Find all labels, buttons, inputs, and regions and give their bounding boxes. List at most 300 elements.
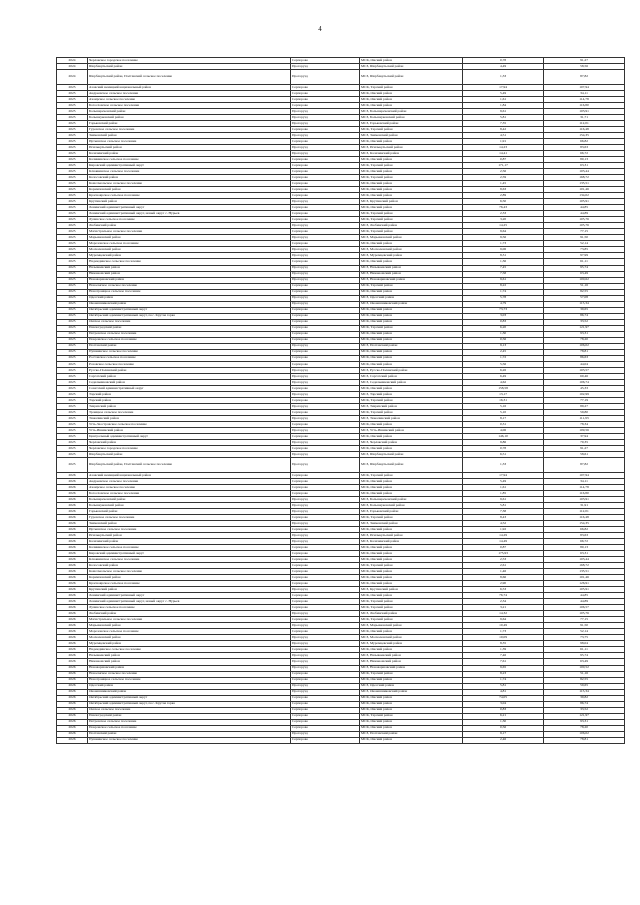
zone-cell: Прогорузд [291, 223, 360, 229]
year-cell: 2025 [57, 139, 88, 145]
value1-cell: 5,49 [463, 91, 544, 97]
zone-cell: Серпорово [291, 599, 360, 605]
municipality-cell: МСЗ, Москаленский район [360, 635, 463, 641]
territory-cell: Знаменский район [88, 133, 291, 139]
value2-cell: 106,74 [544, 379, 625, 385]
territory-cell: Калачинский район [88, 539, 291, 545]
territory-cell: Покровское сельское поселение [88, 337, 291, 343]
territory-cell: Черлакский район [88, 439, 291, 445]
value2-cell: 93,31 [544, 719, 625, 725]
value2-cell: 78,34 [544, 421, 625, 427]
year-cell: 2026 [57, 509, 88, 515]
value2-cell: 39,82 [544, 695, 625, 701]
year-cell: 2025 [57, 223, 88, 229]
municipality-cell: МСЗ, Муромцевский район [360, 253, 463, 259]
territory-cell: Богословское сельское поселение [88, 491, 291, 497]
municipality-cell: МСК, Омский район [360, 181, 463, 187]
zone-cell: Серпорово [291, 241, 360, 247]
zone-cell: Серпорово [291, 719, 360, 725]
value1-cell: 8,43 [463, 515, 544, 521]
value2-cell: 100,52 [544, 665, 625, 671]
year-cell: 2025 [57, 343, 88, 349]
municipality-cell: МСК, Тарский район [360, 163, 463, 169]
value2-cell: 82,55 [544, 677, 625, 683]
year-cell: 2026 [57, 647, 88, 653]
municipality-cell: МСЗ, Нижнеомский район [360, 271, 463, 277]
municipality-cell: МСК, Омский район [360, 259, 463, 265]
territory-cell: Лузинское сельское поселение [88, 605, 291, 611]
zone-cell: Серпорово [291, 527, 360, 533]
year-cell: 2025 [57, 169, 88, 175]
value1-cell: 4,06 [463, 427, 544, 433]
municipality-cell: МСЗ, Шербакульский район [360, 458, 463, 473]
year-cell: 2025 [57, 229, 88, 235]
territory-cell: Тюкалинский район [88, 415, 291, 421]
territory-cell: Троицкое сельское поселение [88, 409, 291, 415]
year-cell: 2025 [57, 97, 88, 103]
municipality-cell: МСК, Омский район [360, 445, 463, 451]
year-cell: 2026 [57, 479, 88, 485]
value2-cell: 45,33 [544, 385, 625, 391]
municipality-cell: МСК, Тарский район [360, 409, 463, 415]
municipality-cell: МСЗ, Седельниковский район [360, 379, 463, 385]
zone-cell: Прогорузд [291, 427, 360, 433]
municipality-cell: МСЗ, Тюкалинский район [360, 415, 463, 421]
value1-cell: 2,46 [463, 737, 544, 743]
territory-cell: Горьковский район [88, 121, 291, 127]
territory-cell: Клюквинское сельское поселение [88, 557, 291, 563]
zone-cell: Прогорузд [291, 533, 360, 539]
value2-cell: 59,80 [544, 409, 625, 415]
year-cell: 2026 [57, 473, 88, 479]
municipality-cell: МСК, Омский район [360, 485, 463, 491]
zone-cell: Серпорово [291, 479, 360, 485]
municipality-cell: МСК, Омский район [360, 569, 463, 575]
zone-cell: Прогорузд [291, 70, 360, 85]
value1-cell: 14,23 [463, 145, 544, 151]
year-cell: 2026 [57, 695, 88, 701]
municipality-cell: МСК, Тарский район [360, 325, 463, 331]
value1-cell: 171,17 [463, 163, 544, 169]
municipality-cell: МСК, Омский район [360, 725, 463, 731]
value1-cell: 1,73 [463, 241, 544, 247]
year-cell: 2026 [57, 689, 88, 695]
municipality-cell: МСК, Омский район [360, 205, 463, 211]
territory-cell: Калининское сельское поселение [88, 545, 291, 551]
value1-cell: 74,05 [463, 695, 544, 701]
territory-cell: Муромцевский район [88, 641, 291, 647]
municipality-cell: МСК, Тарский район [360, 671, 463, 677]
value2-cell: 91,27 [544, 445, 625, 451]
value1-cell: 175,93 [463, 551, 544, 557]
municipality-cell: МСК, Тарский район [360, 617, 463, 623]
year-cell: 2025 [57, 151, 88, 157]
zone-cell: Серпорово [291, 103, 360, 109]
value2-cell: 168,72 [544, 175, 625, 181]
territory-cell: Лузинское сельское поселение [88, 217, 291, 223]
zone-cell: Серпорово [291, 127, 360, 133]
municipality-cell: МСК, Омский район [360, 91, 463, 97]
zone-cell: Серпорово [291, 725, 360, 731]
value1-cell: 0,56 [463, 725, 544, 731]
territory-cell: Большеуковский район [88, 503, 291, 509]
value1-cell: 1,61 [463, 485, 544, 491]
value1-cell: 2,59 [463, 175, 544, 181]
municipality-cell: МСЗ, Крутинский район [360, 199, 463, 205]
value1-cell: 5,78 [463, 295, 544, 301]
value1-cell: 2,89 [463, 193, 544, 199]
territory-cell: Андреевское сельское поселение [88, 479, 291, 485]
value1-cell: 2,56 [463, 169, 544, 175]
value1-cell: 8,66 [463, 575, 544, 581]
territory-cell: Саргатский район [88, 373, 291, 379]
municipality-cell: МСК, Омский район [360, 289, 463, 295]
value1-cell: 0,78 [463, 445, 544, 451]
zone-cell: Серпорово [291, 671, 360, 677]
value1-cell: 6,51 [463, 451, 544, 457]
value1-cell: 8,63 [463, 187, 544, 193]
municipality-cell: МСЗ, Полтавский район [360, 343, 463, 349]
value1-cell: 1,74 [463, 289, 544, 295]
year-cell: 2025 [57, 265, 88, 271]
territory-cell: Азовский немецкий национальный район [88, 473, 291, 479]
zone-cell: Серпорово [291, 629, 360, 635]
year-cell: 2025 [57, 439, 88, 445]
value1-cell: 14,25 [463, 223, 544, 229]
value2-cell: 44,85 [544, 205, 625, 211]
year-cell: 2025 [57, 361, 88, 367]
year-cell: 2025 [57, 253, 88, 259]
value2-cell: 63,49 [544, 659, 625, 665]
territory-cell: Петровское сельское поселение [88, 719, 291, 725]
value2-cell: 135,51 [544, 181, 625, 187]
municipality-cell: МСЗ, Большереченский район [360, 109, 463, 115]
value1-cell: 9,64 [463, 617, 544, 623]
year-cell: 2025 [57, 109, 88, 115]
municipality-cell: МСК, Омский район [360, 103, 463, 109]
territory-cell: Тарский район [88, 397, 291, 403]
value1-cell: 9,06 [463, 247, 544, 253]
value1-cell: 1,33 [463, 458, 544, 473]
zone-cell: Серпорово [291, 473, 360, 479]
value2-cell: 87,82 [544, 458, 625, 473]
value2-cell: 58,61 [544, 451, 625, 457]
table-row [57, 458, 625, 473]
zone-cell: Прогорузд [291, 659, 360, 665]
table-row [57, 737, 625, 743]
value2-cell: 66,72 [544, 151, 625, 157]
year-cell: 2025 [57, 127, 88, 133]
value2-cell: 107,94 [544, 85, 625, 91]
value2-cell: 78,81 [544, 349, 625, 355]
value1-cell: 3,21 [463, 605, 544, 611]
value1-cell: 16,31 [463, 397, 544, 403]
territory-cell: Любинский район [88, 611, 291, 617]
municipality-cell: МСК, Омский район [360, 139, 463, 145]
year-cell: 2026 [57, 659, 88, 665]
zone-cell: Серпорово [291, 707, 360, 713]
year-cell: 2026 [57, 641, 88, 647]
year-cell: 2026 [57, 593, 88, 599]
value2-cell: 103,57 [544, 367, 625, 373]
value1-cell: 8,31 [463, 253, 544, 259]
value2-cell: 58,56 [544, 64, 625, 70]
value2-cell: 107,94 [544, 473, 625, 479]
value2-cell: 59,65 [544, 683, 625, 689]
territory-cell: Исилькульский район [88, 533, 291, 539]
territory-cell: Магистральное сельское поселение [88, 229, 291, 235]
value1-cell: 8,35 [463, 641, 544, 647]
value1-cell: 4,51 [463, 133, 544, 139]
value1-cell: 17,94 [463, 473, 544, 479]
municipality-cell: МСЗ, Черлакский район [360, 439, 463, 445]
value2-cell: 115,34 [544, 689, 625, 695]
territory-cell: Кировский административный округ [88, 163, 291, 169]
territory-cell: Тевризский район [88, 403, 291, 409]
value2-cell: 63,31 [544, 163, 625, 169]
territory-cell: Шербакульский район [88, 64, 291, 70]
value1-cell: 8,42 [463, 127, 544, 133]
zone-cell: Прогорузд [291, 665, 360, 671]
territory-cell: Шербакульский район, Полтавский сельское поселение [88, 70, 291, 85]
year-cell: 2025 [57, 319, 88, 325]
zone-cell: Серпорово [291, 575, 360, 581]
value1-cell: 5,16 [463, 403, 544, 409]
value2-cell: 91,27 [544, 58, 625, 64]
value2-cell: 63,31 [544, 551, 625, 557]
value1-cell: 1,39 [463, 647, 544, 653]
value1-cell: 3,20 [463, 217, 544, 223]
territory-cell: Большереченский район [88, 109, 291, 115]
value1-cell: 1,91 [463, 139, 544, 145]
value1-cell: 6,49 [463, 373, 544, 379]
value1-cell: 9,13 [463, 343, 544, 349]
territory-cell: Гуровское сельское поселение [88, 515, 291, 521]
municipality-cell: МСК, Тарский район [360, 473, 463, 479]
zone-cell: Серпорово [291, 485, 360, 491]
zone-cell: Прогорузд [291, 115, 360, 121]
value1-cell: 76,43 [463, 205, 544, 211]
territory-cell: Петровское сельское поселение [88, 331, 291, 337]
territory-cell: Нижнеомский район [88, 271, 291, 277]
year-cell: 2025 [57, 121, 88, 127]
territory-cell: Ленинский административный округ [88, 205, 291, 211]
year-cell: 2026 [57, 575, 88, 581]
territory-cell: Клюквинское сельское поселение [88, 169, 291, 175]
zone-cell: Серпорово [291, 229, 360, 235]
value2-cell: 31,71 [544, 115, 625, 121]
municipality-cell: МСК, Омский район [360, 169, 463, 175]
year-cell: 2026 [57, 653, 88, 659]
territory-cell: Новоомское сельское поселение [88, 671, 291, 677]
value1-cell: 6,50 [463, 199, 544, 205]
territory-cell: Иртышское сельское поселение [88, 139, 291, 145]
value2-cell: 52,14 [544, 241, 625, 247]
zone-cell: Прогорузд [291, 611, 360, 617]
municipality-cell: МСЗ, Марьяновский район [360, 235, 463, 241]
zone-cell: Серпорово [291, 175, 360, 181]
zone-cell: Прогорузд [291, 623, 360, 629]
value1-cell: 2,53 [463, 557, 544, 563]
territory-cell: Новоомское сельское поселение [88, 283, 291, 289]
territory-cell: Калачинский район [88, 151, 291, 157]
zone-cell: Серпорово [291, 181, 360, 187]
territory-cell: Октябрьский административный округ [88, 695, 291, 701]
value2-cell: 87,82 [544, 70, 625, 85]
value1-cell: 1,61 [463, 97, 544, 103]
year-cell: 2026 [57, 707, 88, 713]
year-cell: 2025 [57, 391, 88, 397]
year-cell: 2025 [57, 247, 88, 253]
value1-cell: 2,61 [463, 563, 544, 569]
territory-cell: Надеждинское сельское поселение [88, 259, 291, 265]
zone-cell: Серпорово [291, 737, 360, 743]
value1-cell: 9,17 [463, 731, 544, 737]
municipality-cell: МСЗ, Марьяновский район [360, 623, 463, 629]
year-cell: 2026 [57, 497, 88, 503]
zone-cell: Прогорузд [291, 295, 360, 301]
municipality-cell: МСЗ, Исилькульский район [360, 145, 463, 151]
value2-cell: 121,97 [544, 325, 625, 331]
zone-cell: Прогорузд [291, 587, 360, 593]
value1-cell: 4,49 [463, 64, 544, 70]
territory-cell: Усть-Заостровское сельское поселение [88, 421, 291, 427]
year-cell: 2025 [57, 349, 88, 355]
municipality-cell: МСЗ, Одесский район [360, 683, 463, 689]
value2-cell: 115,34 [544, 301, 625, 307]
value1-cell: 14,41 [463, 151, 544, 157]
zone-cell: Серпорово [291, 319, 360, 325]
value1-cell: 8,22 [463, 283, 544, 289]
value2-cell: 78,81 [544, 737, 625, 743]
year-cell: 2025 [57, 133, 88, 139]
territory-cell: Крутинский район [88, 199, 291, 205]
year-cell: 2025 [57, 379, 88, 385]
year-cell: 2025 [57, 433, 88, 439]
municipality-cell: МСК, Омский район [360, 193, 463, 199]
territory-cell: Комсомольское сельское поселение [88, 181, 291, 187]
value1-cell: 1,73 [463, 629, 544, 635]
value2-cell: 116,80 [544, 491, 625, 497]
zone-cell: Прогорузд [291, 265, 360, 271]
territory-cell: Москаленский район [88, 635, 291, 641]
municipality-cell: МСЗ, Крутинский район [360, 587, 463, 593]
value2-cell: 105,76 [544, 223, 625, 229]
year-cell: 2025 [57, 397, 88, 403]
territory-cell: Ачаирское сельское поселение [88, 97, 291, 103]
year-cell: 2025 [57, 427, 88, 433]
value1-cell: 158,58 [463, 385, 544, 391]
year-cell: 2025 [57, 295, 88, 301]
zone-cell: Прогорузд [291, 301, 360, 307]
zone-cell: Прогорузд [291, 373, 360, 379]
territory-cell: Седельниковский район [88, 379, 291, 385]
year-cell: 2024 [57, 70, 88, 85]
value2-cell: 102,99 [544, 391, 625, 397]
value2-cell: 126,91 [544, 581, 625, 587]
year-cell: 2025 [57, 157, 88, 163]
municipality-cell: МСЗ, Большеуковский район [360, 503, 463, 509]
territory-cell: Октябрьский административный округ, пос. Крутая горка [88, 313, 291, 319]
value1-cell: 4,52 [463, 521, 544, 527]
municipality-cell: МСК, Тарский район [360, 599, 463, 605]
municipality-cell: МСК, Тарский район [360, 515, 463, 521]
year-cell: 2026 [57, 725, 88, 731]
territory-cell: Морозовское сельское поселение [88, 629, 291, 635]
zone-cell: Прогорузд [291, 367, 360, 373]
value1-cell: 9,65 [463, 665, 544, 671]
territory-cell: Андреевское сельское поселение [88, 91, 291, 97]
value2-cell: 97,99 [544, 253, 625, 259]
zone-cell: Серпорово [291, 605, 360, 611]
value2-cell: 86,63 [544, 355, 625, 361]
zone-cell: Серпорово [291, 677, 360, 683]
municipality-cell: МСК, Омский район [360, 157, 463, 163]
territory-cell: Новотроицкое сельское поселение [88, 677, 291, 683]
value1-cell: 0,83 [463, 319, 544, 325]
territory-cell: Калининское сельское поселение [88, 157, 291, 163]
year-cell: 2025 [57, 409, 88, 415]
municipality-cell: МСЗ, Полтавский район [360, 731, 463, 737]
zone-cell: Прогорузд [291, 109, 360, 115]
data-table [56, 57, 625, 744]
territory-cell: Азовский немецкий национальный район [88, 85, 291, 91]
municipality-cell: МСЗ, Большереченский район [360, 497, 463, 503]
zone-cell: Прогорузд [291, 145, 360, 151]
value1-cell: 17,94 [463, 85, 544, 91]
municipality-cell: МСК, Омский район [360, 707, 463, 713]
year-cell: 2025 [57, 415, 88, 421]
territory-cell: Шербакульский район [88, 451, 291, 457]
territory-cell: Черлакское городское поселение [88, 445, 291, 451]
municipality-cell: МСК, Омский район [360, 319, 463, 325]
zone-cell: Серпорово [291, 283, 360, 289]
value1-cell: 3,03 [463, 313, 544, 319]
year-cell: 2025 [57, 445, 88, 451]
value2-cell: 112,01 [544, 509, 625, 515]
value2-cell: 61,11 [544, 647, 625, 653]
municipality-cell: МСЗ, Усть-Ишимский район [360, 427, 463, 433]
municipality-cell: МСЗ, Знаменский район [360, 521, 463, 527]
zone-cell: Прогорузд [291, 277, 360, 283]
year-cell: 2025 [57, 373, 88, 379]
value1-cell: 2,45 [463, 349, 544, 355]
value2-cell: 154,35 [544, 133, 625, 139]
value1-cell: 1,92 [463, 527, 544, 533]
value2-cell: 91,50 [544, 623, 625, 629]
value2-cell: 63,49 [544, 271, 625, 277]
zone-cell: Прогорузд [291, 641, 360, 647]
value1-cell: 5,49 [463, 479, 544, 485]
value2-cell: 101,46 [544, 575, 625, 581]
municipality-cell: МСК, Тарский район [360, 127, 463, 133]
value1-cell: 3,04 [463, 701, 544, 707]
value2-cell: 100,62 [544, 277, 625, 283]
year-cell: 2026 [57, 629, 88, 635]
year-cell: 2025 [57, 421, 88, 427]
year-cell: 2026 [57, 569, 88, 575]
municipality-cell: МСК, Омский район [360, 557, 463, 563]
territory-cell: Омское сельское поселение [88, 707, 291, 713]
value2-cell: 44,85 [544, 593, 625, 599]
year-cell: 2025 [57, 355, 88, 361]
zone-cell: Прогорузд [291, 497, 360, 503]
year-cell: 2025 [57, 385, 88, 391]
municipality-cell: МСК, Тарский район [360, 229, 463, 235]
value1-cell: 1,72 [463, 355, 544, 361]
territory-cell: Пушкинское сельское поселение [88, 349, 291, 355]
zone-cell: Прогорузд [291, 509, 360, 515]
